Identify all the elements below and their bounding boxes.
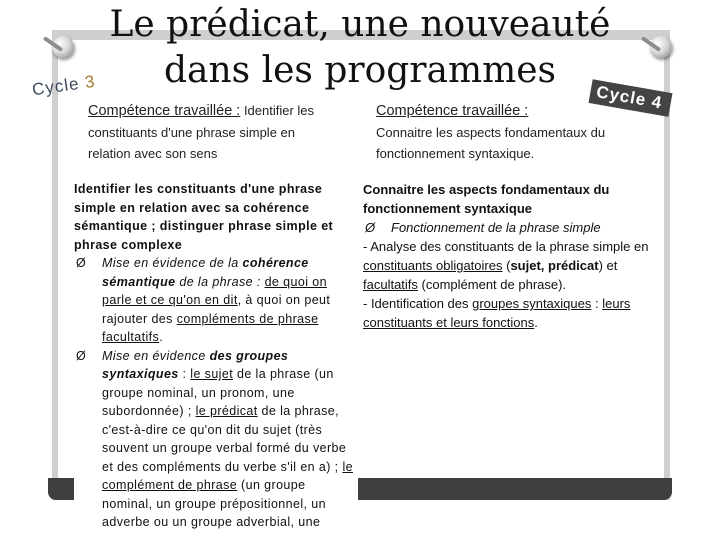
cycle-4-program-text: [363, 180, 655, 332]
competence-left: [88, 100, 358, 164]
cycle-4-badge: Cycle 4: [589, 79, 672, 117]
text-run: groupes syntaxiques: [472, 296, 592, 311]
slide-title: [60, 2, 660, 94]
paragraph: [363, 294, 655, 332]
text-run: ) et: [598, 258, 618, 273]
text-run: :: [178, 367, 191, 381]
text-run: de la phrase, c'est-à-dire ce qu'on dit du sujet (très souvent un groupe verbal formé du verbe et des compléments du verbe s'il en a) ;: [102, 404, 347, 474]
text-run: :: [591, 296, 603, 311]
text-run: Fonctionnement de la phrase simple: [391, 220, 601, 235]
list-item: [74, 347, 358, 532]
section-heading: Connaitre les aspects fondamentaux du fonctionnement syntaxique: [363, 182, 610, 216]
text-run: .: [159, 330, 164, 344]
list-item: [363, 218, 655, 237]
text-run: constituants obligatoires: [363, 258, 503, 273]
competence-label: Compétence travaillée :: [88, 103, 241, 119]
title-line-1: Le prédicat, une nouveauté: [109, 4, 611, 45]
competence-text: relation avec son sens: [88, 146, 218, 161]
paragraph: [363, 237, 655, 294]
arrow-bullet-icon: Ø: [76, 348, 87, 363]
title-line-2: dans les programmes: [163, 50, 557, 91]
text-run: (complément de phrase).: [417, 277, 567, 292]
list-item: [74, 254, 358, 347]
text-run: de la phrase (un groupe nominal, un pronom, une subordonnée) ;: [102, 367, 334, 418]
cycle-3-program-text: [74, 180, 358, 532]
competence-right: [376, 100, 646, 164]
text-run: Mise en évidence: [102, 348, 210, 363]
cycle-word: Cycle: [30, 73, 81, 100]
arrow-bullet-icon: Ø: [365, 220, 376, 235]
text-run: (un groupe nominal, un groupe prépositionnel, un adverbe ou un groupe adverbial, une: [102, 478, 326, 529]
competence-text: Identifier les: [240, 103, 315, 118]
cycle-number: 3: [83, 71, 97, 92]
text-run: le prédicat: [195, 404, 258, 418]
text-run: - Analyse des constituants de la phrase simple en: [363, 239, 649, 254]
text-run: - Identification des: [363, 296, 473, 311]
text-run: des groupes syntaxiques: [102, 348, 289, 381]
text-run: de la phrase :: [175, 274, 265, 289]
competence-label: Compétence travaillée :: [376, 103, 529, 119]
competence-text: fonctionnement syntaxique.: [376, 146, 535, 161]
text-run: cohérence sémantique: [102, 256, 309, 289]
text-run: , à quoi on peut rajouter des: [102, 293, 331, 326]
text-run: de quoi on parle et ce qu'on en dit: [102, 274, 327, 307]
text-run: sujet, prédicat: [510, 258, 599, 273]
arrow-bullet-icon: Ø: [76, 256, 87, 270]
text-run: (: [502, 258, 511, 273]
text-run: le sujet: [190, 367, 234, 381]
text-run: Mise en évidence de la: [102, 256, 243, 270]
text-run: facultatifs: [363, 277, 418, 292]
competence-text: Connaitre les aspects fondamentaux du: [376, 125, 606, 140]
text-run: leurs constituants et leurs fonctions: [363, 296, 631, 330]
text-run: compléments de phrase facultatifs: [102, 311, 319, 344]
text-run: le complément de phrase: [102, 459, 353, 492]
competence-text: constituants d'une phrase simple en: [88, 125, 295, 140]
section-heading: Identifier les constituants d'une phrase simple en relation avec sa cohérence sémantique ; distinguer phrase simple et phrase complexe: [74, 182, 334, 252]
text-run: .: [534, 315, 538, 330]
